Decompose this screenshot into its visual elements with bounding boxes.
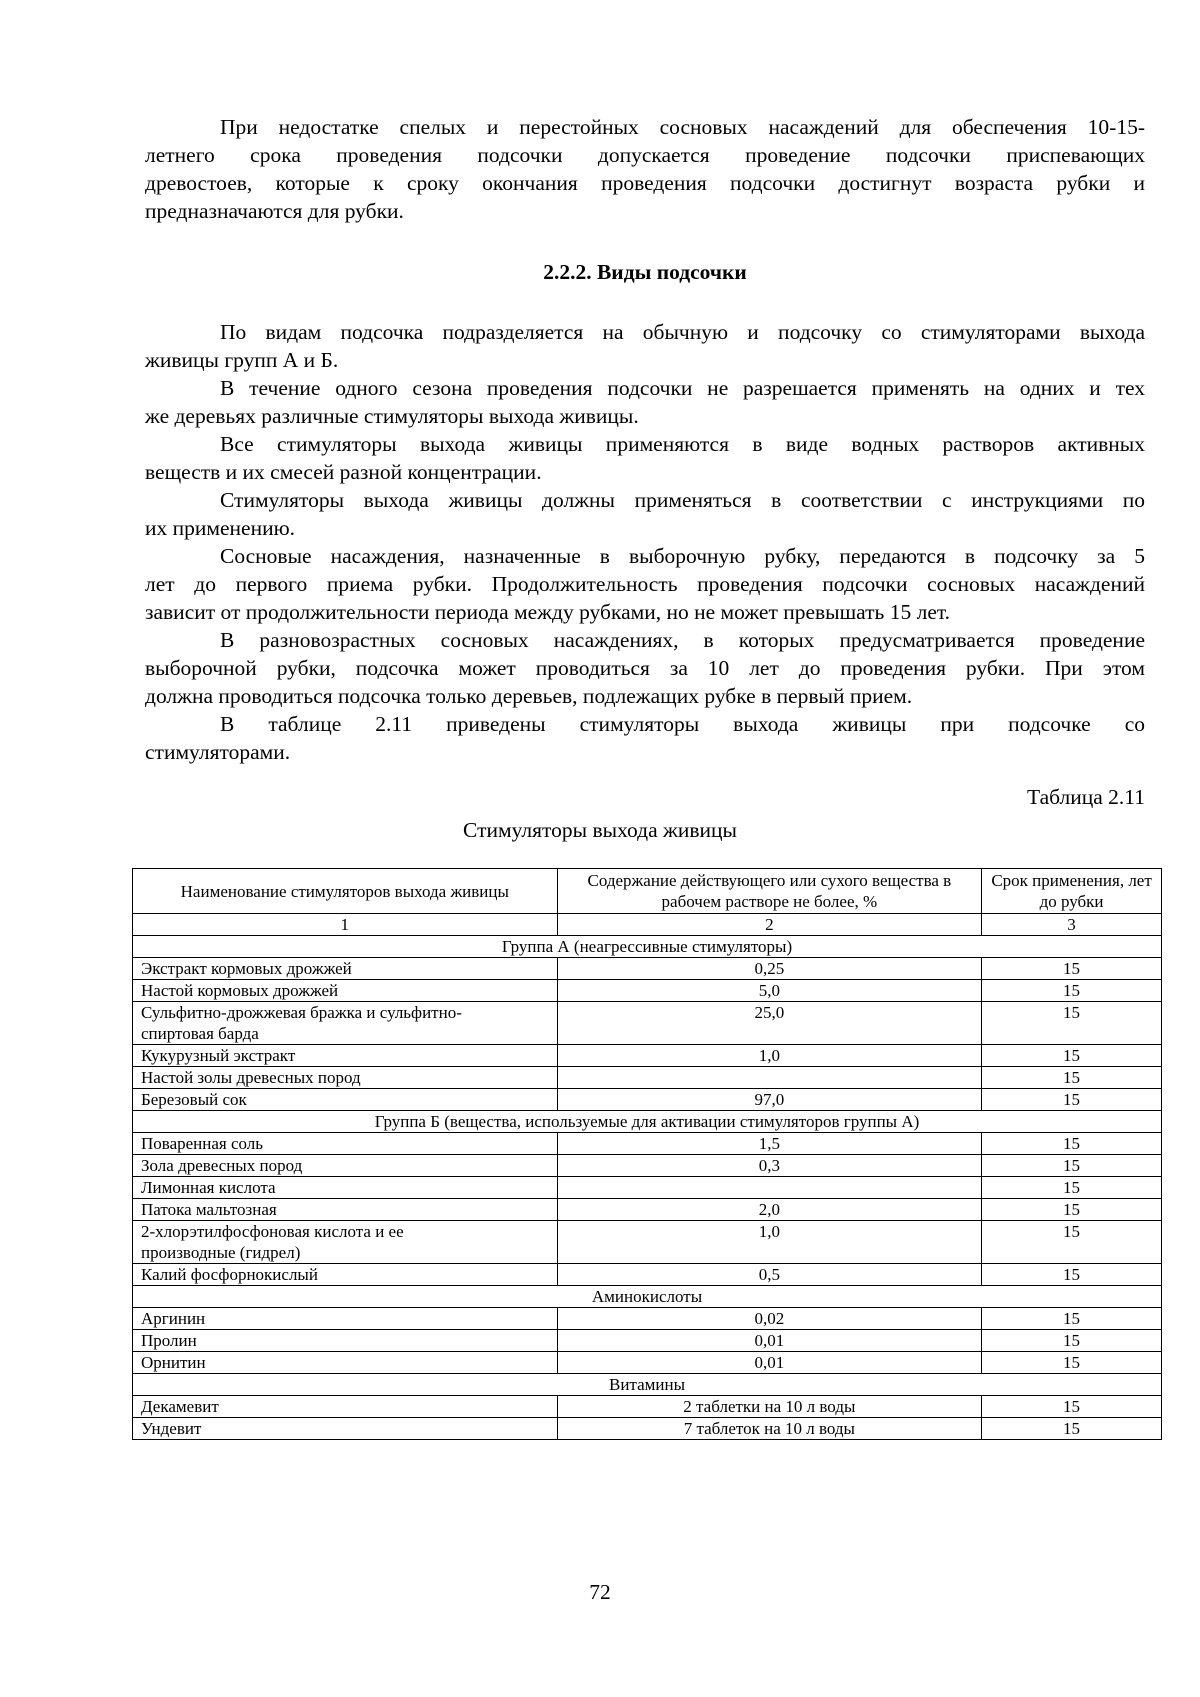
text-line: их применению. bbox=[145, 516, 296, 540]
stimulator-term: 15 bbox=[982, 1418, 1162, 1440]
text-line: Стимуляторы выхода живицы должны применяться в соответствии с инструкциями по bbox=[220, 488, 1145, 512]
text-line: Сосновые насаждения, назначенные в выборочную рубку, передаются в подсочку за 5 bbox=[220, 544, 1145, 568]
table-row bbox=[133, 1067, 1162, 1089]
table-row bbox=[133, 1089, 1162, 1111]
stimulator-term: 15 bbox=[982, 1002, 1162, 1045]
stimulator-term: 15 bbox=[982, 1396, 1162, 1418]
table-row bbox=[133, 1045, 1162, 1067]
stimulator-term: 15 bbox=[982, 1045, 1162, 1067]
stimulator-content: 0,01 bbox=[557, 1352, 982, 1374]
stimulator-content: 0,3 bbox=[557, 1155, 982, 1177]
header-term: Срок применения, лет до рубки bbox=[982, 869, 1162, 914]
stimulator-name: Настой кормовых дрожжей bbox=[133, 980, 558, 1002]
stimulator-name: Зола древесных пород bbox=[133, 1155, 558, 1177]
text-line: летнего срока проведения подсочки допускается проведение подсочки приспевающих bbox=[145, 143, 1145, 167]
table-header-row bbox=[133, 869, 1162, 914]
stimulator-term: 15 bbox=[982, 1067, 1162, 1089]
table-row bbox=[133, 1133, 1162, 1155]
stimulator-content bbox=[557, 1067, 982, 1089]
stimulator-content: 7 таблеток на 10 л воды bbox=[557, 1418, 982, 1440]
stimulator-content: 0,02 bbox=[557, 1308, 982, 1330]
table-row bbox=[133, 1155, 1162, 1177]
stimulator-content: 97,0 bbox=[557, 1089, 982, 1111]
column-number: 1 bbox=[133, 914, 558, 936]
table-row bbox=[133, 958, 1162, 980]
table-row bbox=[133, 1199, 1162, 1221]
text-line: живицы групп А и Б. bbox=[145, 348, 339, 372]
text-line: же деревьях различные стимуляторы выхода живицы. bbox=[145, 404, 639, 428]
stimulator-name: Экстракт кормовых дрожжей bbox=[133, 958, 558, 980]
stimulator-content: 1,0 bbox=[557, 1045, 982, 1067]
stimulator-name: Кукурузный экстракт bbox=[133, 1045, 558, 1067]
stimulator-name: Пролин bbox=[133, 1330, 558, 1352]
stimulator-name: Патока мальтозная bbox=[133, 1199, 558, 1221]
text-line: лет до первого приема рубки. Продолжительность проведения подсочки сосновых насаждений bbox=[145, 572, 1145, 596]
stimulator-name-line: производные (гидрел) bbox=[141, 1243, 301, 1262]
table-number: Таблица 2.11 bbox=[1026, 785, 1145, 809]
table-row bbox=[133, 1396, 1162, 1418]
stimulator-content: 5,0 bbox=[557, 980, 982, 1002]
group-row bbox=[133, 1286, 1162, 1308]
stimulator-name bbox=[133, 1002, 558, 1045]
stimulator-content bbox=[557, 1177, 982, 1199]
stimulator-name: Поваренная соль bbox=[133, 1133, 558, 1155]
stimulator-content: 0,01 bbox=[557, 1330, 982, 1352]
stimulator-term: 15 bbox=[982, 1199, 1162, 1221]
stimulator-term: 15 bbox=[982, 1352, 1162, 1374]
text-line: зависит от продолжительности периода между рубками, но не может превышать 15 лет. bbox=[145, 600, 951, 624]
stimulator-content: 0,25 bbox=[557, 958, 982, 980]
body-paragraphs bbox=[145, 318, 1145, 766]
stimulator-name-line: 2-хлорэтилфосфоновая кислота и ее bbox=[141, 1222, 404, 1241]
stimulator-name: Березовый сок bbox=[133, 1089, 558, 1111]
stimulator-term: 15 bbox=[982, 1330, 1162, 1352]
table-row bbox=[133, 1330, 1162, 1352]
text-line: веществ и их смесей разной концентрации. bbox=[145, 460, 542, 484]
column-number-row bbox=[133, 914, 1162, 936]
table-row bbox=[133, 1002, 1162, 1045]
section-heading: 2.2.2. Виды подсочки bbox=[543, 260, 747, 284]
stimulator-name: Декамевит bbox=[133, 1396, 558, 1418]
stimulator-term: 15 bbox=[982, 980, 1162, 1002]
stimulator-name-line: спиртовая барда bbox=[141, 1024, 259, 1043]
stimulator-name: Ундевит bbox=[133, 1418, 558, 1440]
group-b-title: Группа Б (вещества, используемые для активации стимуляторов группы А) bbox=[133, 1111, 1162, 1133]
stimulator-term: 15 bbox=[982, 958, 1162, 980]
stimulator-content: 2,0 bbox=[557, 1199, 982, 1221]
text-line: В течение одного сезона проведения подсочки не разрешается применять на одних и тех bbox=[220, 376, 1145, 400]
group-row bbox=[133, 936, 1162, 958]
stimulators-table bbox=[132, 868, 1162, 1440]
table-row bbox=[133, 1177, 1162, 1199]
intro-paragraph bbox=[145, 113, 1145, 225]
stimulator-term: 15 bbox=[982, 1177, 1162, 1199]
table-row bbox=[133, 1264, 1162, 1286]
text-line: В таблице 2.11 приведены стимуляторы выхода живицы при подсочке со bbox=[220, 712, 1145, 736]
stimulator-term: 15 bbox=[982, 1264, 1162, 1286]
stimulator-name: Настой золы древесных пород bbox=[133, 1067, 558, 1089]
table-title: Стимуляторы выхода живицы bbox=[463, 818, 737, 842]
stimulator-content: 1,0 bbox=[557, 1221, 982, 1264]
stimulator-content: 0,5 bbox=[557, 1264, 982, 1286]
group-amino-title: Аминокислоты bbox=[133, 1286, 1162, 1308]
text-line: По видам подсочка подразделяется на обычную и подсочку со стимуляторами выхода bbox=[220, 320, 1145, 344]
group-row bbox=[133, 1374, 1162, 1396]
table-row bbox=[133, 1352, 1162, 1374]
table-row bbox=[133, 1221, 1162, 1264]
stimulator-name: Калий фосфорнокислый bbox=[133, 1264, 558, 1286]
text-line: предназначаются для рубки. bbox=[145, 199, 404, 223]
table-row bbox=[133, 1308, 1162, 1330]
stimulator-term: 15 bbox=[982, 1221, 1162, 1264]
text-line: При недостатке спелых и перестойных сосновых насаждений для обеспечения 10-15- bbox=[220, 115, 1145, 139]
header-name: Наименование стимуляторов выхода живицы bbox=[133, 869, 558, 914]
text-line: древостоев, которые к сроку окончания проведения подсочки достигнут возраста рубки и bbox=[145, 171, 1145, 195]
text-line: выборочной рубки, подсочка может проводиться за 10 лет до проведения рубки. При этом bbox=[145, 656, 1145, 680]
stimulator-name: Аргинин bbox=[133, 1308, 558, 1330]
stimulator-term: 15 bbox=[982, 1133, 1162, 1155]
text-line: должна проводиться подсочка только деревьев, подлежащих рубке в первый прием. bbox=[145, 684, 913, 708]
stimulator-name: Лимонная кислота bbox=[133, 1177, 558, 1199]
text-line: Все стимуляторы выхода живицы применяются в виде водных растворов активных bbox=[220, 432, 1145, 456]
stimulator-term: 15 bbox=[982, 1308, 1162, 1330]
stimulator-term: 15 bbox=[982, 1089, 1162, 1111]
page-number: 72 bbox=[589, 1580, 611, 1604]
column-number: 3 bbox=[982, 914, 1162, 936]
header-content: Содержание действующего или сухого вещества в рабочем растворе не более, % bbox=[557, 869, 982, 914]
column-number: 2 bbox=[557, 914, 982, 936]
text-line: В разновозрастных сосновых насаждениях, в которых предусматривается проведение bbox=[220, 628, 1145, 652]
group-row bbox=[133, 1111, 1162, 1133]
stimulator-name-line: Сульфитно-дрожжевая бражка и сульфитно- bbox=[141, 1003, 462, 1022]
group-a-title: Группа А (неагрессивные стимуляторы) bbox=[133, 936, 1162, 958]
stimulator-content: 25,0 bbox=[557, 1002, 982, 1045]
text-line: стимуляторами. bbox=[145, 740, 291, 764]
stimulator-name bbox=[133, 1221, 558, 1264]
stimulator-content: 2 таблетки на 10 л воды bbox=[557, 1396, 982, 1418]
group-vitamins-title: Витамины bbox=[133, 1374, 1162, 1396]
stimulator-name: Орнитин bbox=[133, 1352, 558, 1374]
table-row bbox=[133, 980, 1162, 1002]
stimulator-term: 15 bbox=[982, 1155, 1162, 1177]
stimulator-content: 1,5 bbox=[557, 1133, 982, 1155]
table-row bbox=[133, 1418, 1162, 1440]
